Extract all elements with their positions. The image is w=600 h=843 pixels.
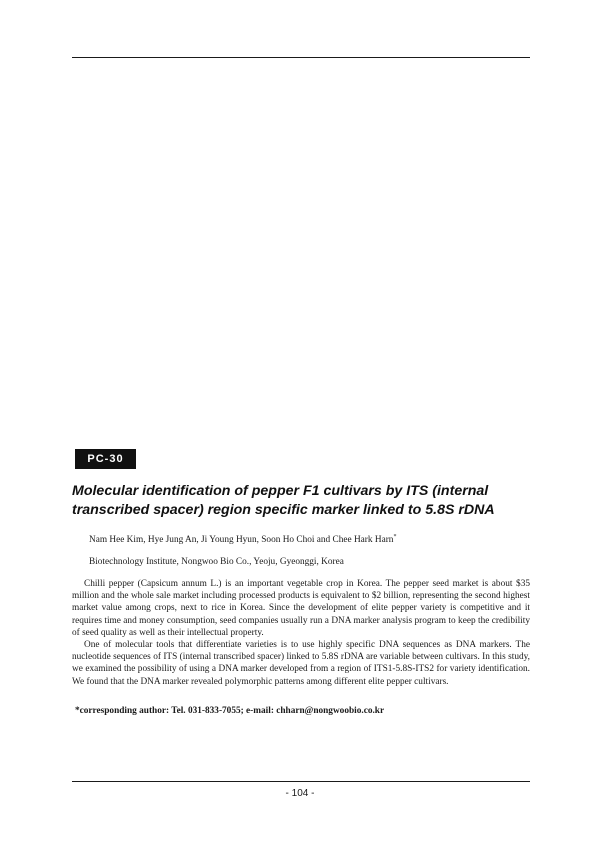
author-list xyxy=(89,531,529,546)
abstract-paragraph: Chilli pepper (Capsicum annum L.) is an important vegetable crop in Korea. The pepper seed market is about $35 million and the whole sale market including processed products is equivalent to $2 billion, representing the second highest market value among crops, next to rice in Korea. Since the development of elite pepper variety is competitive and it requires time and money consumption, seed companies usually run a DNA marker analysis program to keep the credibility of seed quality as well as their intellectual property. xyxy=(72,579,530,638)
paper-title: Molecular identification of pepper F1 cultivars by ITS (internal transcribed spacer) region specific marker linked to 5.8S rDNA xyxy=(72,483,495,518)
header-rule xyxy=(72,57,530,58)
abstract-body xyxy=(72,578,530,688)
abstract-paragraph: One of molecular tools that differentiate varieties is to use highly specific DNA sequences as DNA markers. The nucleotide sequences of ITS (internal transcribed spacer) linked to 5.8S rDNA are variable between cultivars. In this study, we examined the possibility of using a DNA marker developed from a region of ITS1-5.8S-ITS2 for variety identification. We found that the DNA marker revealed polymorphic patterns among different elite pepper cultivars. xyxy=(72,640,530,687)
affiliation: Biotechnology Institute, Nongwoo Bio Co., Yeoju, Gyeonggi, Korea xyxy=(89,557,344,567)
page-number: - 104 - xyxy=(285,788,315,799)
corresponding-author: *corresponding author: Tel. 031-833-7055; e-mail: chharn@nongwoobio.co.kr xyxy=(75,706,385,716)
footer-rule xyxy=(72,781,530,782)
author-names: Nam Hee Kim, Hye Jung An, Ji Young Hyun, Soon Ho Choi and Chee Hark Harn xyxy=(89,535,394,545)
abstract-code-badge: PC-30 xyxy=(75,449,136,469)
corresponding-mark: * xyxy=(393,534,397,540)
